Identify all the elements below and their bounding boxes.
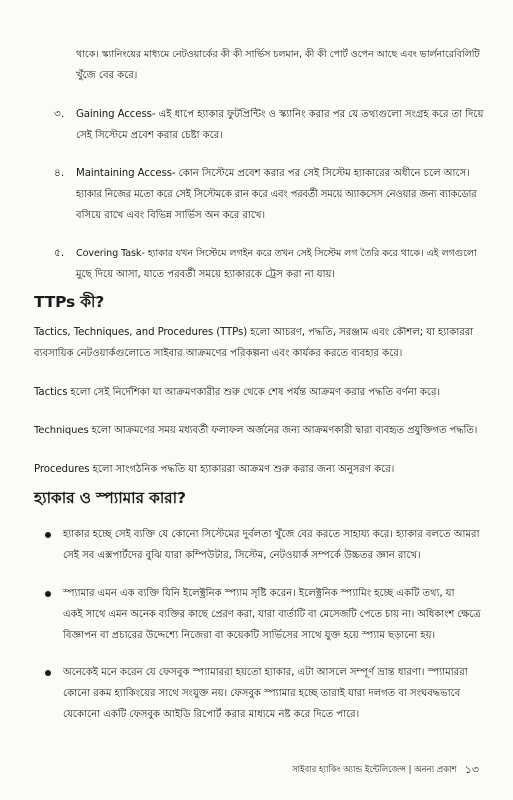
bullet-3-line-2: কোনো রকম হ্যাকিংয়ের সাথে সংযুক্ত নয়। ফেসবুক স্প্যামার হচ্ছে তারাই যারা দলগত বা সংঘবদ্ধভাবে <box>63 688 461 699</box>
intro-line-2: খুঁজে বের করে। <box>76 70 138 81</box>
ttps-para-1-line-1: Tactics, Techniques, and Procedures (TTPs) হলো আচরণ, পদ্ধতি, সরঞ্জাম এবং কৌশল; যা হ্যাকাররা <box>34 327 474 338</box>
step-number-4: ৪. <box>54 167 65 179</box>
bullet-2-line-3: বিজ্ঞাপন বা প্রচারের উদ্দেশ্যে নিজেরা বা কয়েকটি সার্ভিসের সাথে যুক্ত হয়ে স্প্যাম ছড়ানো হয়। <box>63 630 436 641</box>
intro-line-1: থাকে। স্ক্যানিংয়ের মাধ্যমে নেটওয়ার্কের কী কী সার্ভিস চলমান, কী কী পোর্ট ওপেন আছে এবং ভার্লনারেবিলিটি <box>76 49 480 60</box>
step-3-line-2: সেই সিস্টেমে প্রবেশ করার চেষ্টা করে। <box>76 130 223 141</box>
page-footer <box>292 764 479 776</box>
bullet-3-line-3: যেকোনো একটি ফেসবুক আইডি রিপোর্ট করার মাধ্যমে নষ্ট করে দিতে পারে। <box>63 709 360 720</box>
bullet-dot-2 <box>45 591 51 597</box>
bullet-2-line-1: স্প্যামার এমন এক ব্যক্তি যিনি ইলেক্ট্রনিক স্প্যাম সৃষ্টি করেন। ইলেক্ট্রনিক স্প্যামিং হচ্ছে একটি তথ্য, যা <box>63 588 455 599</box>
bullet-3-line-1: অনেকেই মনে করেন যে ফেসবুক স্প্যামাররা হয়তো হ্যাকার, এটা আসলে সম্পূর্ণ ভ্রান্ত ধারণা। স্প্যামাররা <box>63 667 468 678</box>
ttps-heading: TTPs কী? <box>34 293 105 311</box>
hackers-heading: হ্যাকার ও স্প্যামার কারা? <box>34 489 186 507</box>
bullet-1-line-2: সেই সব এক্সপার্টদের বুঝি যারা কম্পিউটার, সিস্টেম, নেটওয়ার্ক সম্পর্কে উচ্চতর জ্ঞান রাখে। <box>63 550 421 561</box>
step-4-line-3: বসিয়ে রাখে এবং বিভিন্ন সার্ভিস অন করে রাখে। <box>76 210 266 221</box>
page-number: ১৩ <box>464 763 479 776</box>
step-5-line-2: মুছে দিয়ে আসা, যাতে পরবর্তী সময়ে হ্যাকারকে ট্রেস করা না যায়। <box>76 269 335 280</box>
ttps-para-procedures: Procedures হলো সাংগঠনিক পদ্ধতি যা হ্যাকাররা আক্রমণ শুরু করার জন্য অনুসরণ করে। <box>34 464 395 475</box>
ttps-para-tactics: Tactics হলো সেই নির্দেশিকা যা আক্রমণকারীর শুরু থেকে শেষ পর্যন্ত আক্রমণ করার পদ্ধতি বর্ণনা করে। <box>34 387 441 398</box>
ttps-para-1-line-2: ব্যবসায়িক নেটওয়ার্কগুলোতে সাইবার আক্রমণের পরিকল্পনা এবং কার্যকর করতে ব্যবহার করে। <box>34 348 403 359</box>
bullet-1-line-1: হ্যাকার হচ্ছে সেই ব্যক্তি যে কোনো সিস্টেমের দুর্বলতা খুঁজে বের করতে সাহায্য করে। হ্যাকার বলতে আমরা <box>63 529 480 540</box>
step-3-line-1: Gaining Access- এই ধাপে হ্যাকার ফুটপ্রিন্টিং ও স্ক্যানিং করার পর যে তথ্যগুলো সংগ্রহ করে তা দিয়ে <box>76 109 484 120</box>
bullet-dot-1 <box>45 532 51 538</box>
footer-book-title: সাইবার হ্যাকিং অ্যান্ড ইন্টেলিজেন্স | অনন্য প্রকাশ <box>291 765 457 775</box>
step-5-line-1: Covering Task- হ্যাকার যখন সিস্টেমে লগইন করে তখন সেই সিস্টেম লগ তৈরি করে থাকে। এই লগগুলো <box>76 248 477 259</box>
step-4-line-2: হ্যাকার নিজের মতো করে সেই সিস্টেমকে রান করে এবং পরবর্তী সময়ে অ্যাকসেস নেওয়ার জন্য ব্যাকডোর <box>76 189 477 200</box>
bullet-dot-3 <box>45 670 51 676</box>
bullet-2-line-2: একই সাথে এমন অনেক ব্যক্তির কাছে প্রেরণ করা, যারা বার্তাটি বা মেসেজটি পেতে চায় না। অধিকাংশ ক্ষেত্রে <box>63 609 481 620</box>
step-number-5: ৫. <box>54 247 65 259</box>
step-number-3: ৩. <box>54 108 65 120</box>
step-4-line-1: Maintaining Access- কোন সিস্টেমে প্রবেশ করার পর সেই সিস্টেম হ্যাকারের অধীনে চলে আসে। <box>76 168 470 179</box>
ttps-para-techniques: Techniques হলো আক্রমণের সময় মধ্যবর্তী ফলাফল অর্জনের জন্য আক্রমণকারী দ্বারা ব্যবহৃত প্রযুক্তিগত পদ্ধতি। <box>34 425 478 436</box>
